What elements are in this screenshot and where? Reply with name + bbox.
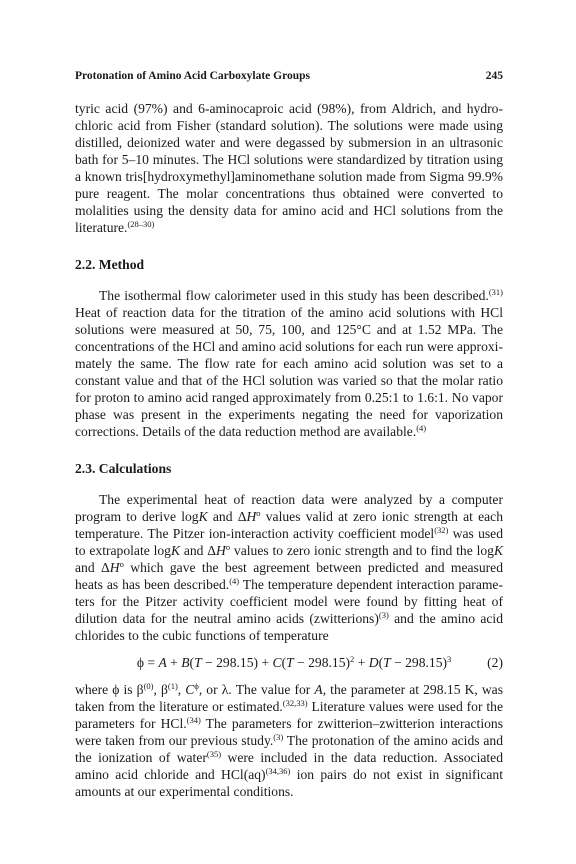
superscript: (1) [167, 681, 178, 691]
running-title: Protonation of Amino Acid Carboxylate Groups [75, 70, 311, 82]
symbol-H: H [216, 543, 226, 558]
para4-text: , or λ. The value for [198, 682, 315, 697]
citation: (32) [434, 525, 449, 535]
citation: (4) [229, 576, 240, 586]
eq-op: ( [189, 655, 195, 670]
paragraph-materials-continued [75, 100, 503, 236]
symbol-K: K [198, 509, 208, 524]
superscript-standard: o [256, 508, 261, 518]
para4-text: The parameters for zwitterion–zwitterion interactions were taken from our previous study. [75, 716, 503, 748]
para4-text: ion pairs do not exist in significant amounts at our experimental conditions. [75, 767, 503, 799]
para3-text: and the amino acid chlorides to the cubic functions of temperature [75, 611, 503, 643]
superscript-standard: o [119, 559, 124, 569]
citation: (3) [378, 610, 389, 620]
para4-text: , [177, 682, 186, 697]
equation-number: (2) [487, 655, 503, 670]
eq-phi: ϕ [136, 655, 144, 670]
eq-T: T [383, 655, 391, 670]
citation: (31) [488, 287, 503, 297]
eq-op: − 298.15) + [201, 655, 273, 670]
paragraph-parameters [75, 681, 503, 800]
body-text [75, 100, 503, 800]
eq-op: ( [281, 655, 287, 670]
para3-text: which gave the best agreement between predicted and measured heats as has been described. [75, 560, 503, 592]
equation-body [75, 654, 487, 671]
equation-2 [75, 654, 503, 671]
eq-op: = [143, 655, 159, 670]
eq-exponent: 2 [350, 654, 355, 664]
para4-text: , β [153, 682, 168, 697]
symbol-K: K [493, 543, 504, 558]
eq-op: + [166, 655, 182, 670]
para3-text: and Δ [180, 543, 217, 558]
paragraph-method [75, 287, 503, 440]
para1-text: tyric acid (97%) and 6-aminocaproic acid (98%), from Aldrich, and hydrochloric acid from Fisher (standard solution). The solutions were made using distilled, deionized water and were degassed by submersion in an ultrasonic bath for 5–10 minutes. The HCl solutions were standardized by titration using a known tris[hydroxymethyl]aminomethane solution made from Sigma 99.9% pure reagent. The molar concentrations thus obtained were converted to molalities using the density data for amino acid and HCl solutions from the literature. [75, 101, 503, 235]
eq-B: B [181, 655, 190, 670]
para3-text: The experimental heat of reaction data were analyzed by a computer program to derive log [75, 492, 503, 524]
para3-text: values to zero ionic strength and to find the log [230, 543, 494, 558]
para3-text: and Δ [75, 560, 110, 575]
citation: (35) [206, 749, 222, 759]
running-header [75, 70, 503, 82]
superscript: ϕ [194, 681, 199, 691]
eq-D: D [368, 655, 379, 670]
eq-C: C [272, 655, 282, 670]
eq-op: ( [378, 655, 384, 670]
eq-op: − 298.15) [293, 655, 351, 670]
eq-op: + [354, 655, 369, 670]
citation: (34) [186, 715, 201, 725]
section-heading-method: 2.2. Method [75, 257, 145, 272]
superscript-standard: o [225, 542, 231, 552]
symbol-C: C [185, 682, 195, 697]
page-number: 245 [485, 70, 503, 82]
para2-text: Heat of reaction data for the titration of the amino acid solutions with HCl solutions were measured at 50, 75, 100, and 125°C and at 1.52 MPa. The concentrations of the HCl and amino acid solutions for each run were approximately the same. The flow rate for each amino acid solution was set to a constant value and that of the HCl solution was varied so that the molar ratio for proton to amino acid ranged approximately from 0.25:1 to 1.6:1. No vapor phase was present in the experiments negating the need for vaporization corrections. Details of the data reduction method are available. [75, 305, 503, 439]
para4-text: Literature values were used for the parameters for HCl. [75, 699, 503, 731]
eq-T: T [286, 655, 294, 670]
superscript: (0) [143, 681, 154, 691]
para3-text: and Δ [207, 509, 247, 524]
para4-text: The protonation of the amino acids and the ionization of water [75, 733, 503, 765]
eq-op: − 298.15) [390, 655, 448, 670]
eq-exponent: 3 [447, 654, 452, 664]
symbol-H: H [109, 560, 120, 575]
section-heading-calculations: 2.3. Calculations [75, 461, 172, 476]
para3-text: values valid at zero ionic strength at each temperature. The Pitzer ion-interaction activity coefficient model [75, 509, 504, 541]
para4-text: were included in the data reduction. Associated amino acid chloride and HCl(aq) [75, 750, 503, 782]
para4-text: where ϕ is β [75, 682, 144, 697]
citation: (32,33) [282, 698, 308, 708]
paragraph-calculations [75, 491, 503, 644]
symbol-A: A [314, 682, 323, 697]
symbol-K: K [170, 543, 181, 558]
citation: (4) [416, 423, 427, 433]
para3-text: was used to extrapolate log [75, 526, 503, 558]
citation: (28–30) [127, 219, 155, 229]
citation: (3) [273, 732, 284, 742]
eq-A: A [158, 655, 167, 670]
para2-text: The isothermal flow calorimeter used in this study has been described. [99, 288, 489, 303]
symbol-H: H [246, 509, 257, 524]
para4-text: , the parameter at 298.15 K, was taken from the literature or estimated. [75, 682, 504, 714]
para3-text: The temperature dependent interaction parameters for the Pitzer activity coefficient model were found by fitting heat of dilution data for the neutral amino acids (zwitterions) [75, 577, 503, 626]
eq-T: T [194, 655, 202, 670]
citation: (34,36) [265, 766, 291, 776]
